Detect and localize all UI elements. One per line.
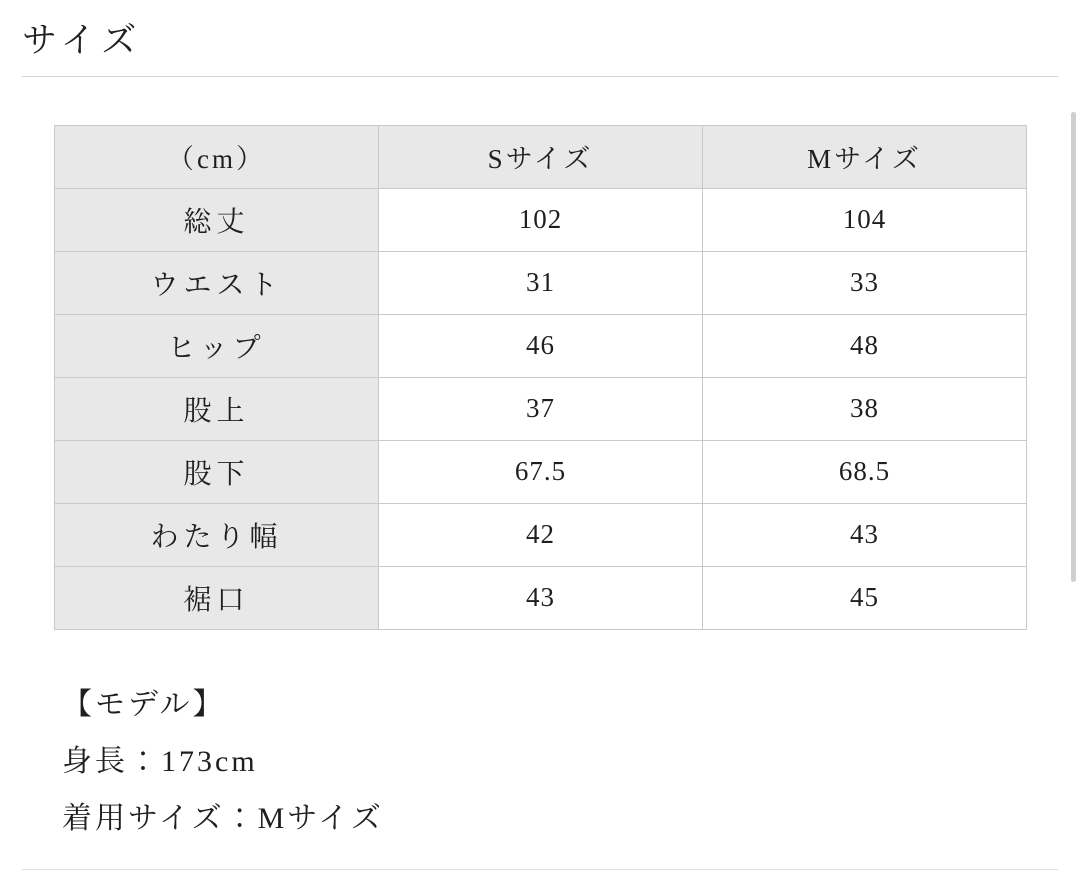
size-table-body (55, 188, 1027, 629)
model-info (62, 676, 1080, 847)
cell-size-s: 102 (379, 188, 703, 251)
row-label: わたり幅 (55, 503, 379, 566)
table-header-row (55, 125, 1027, 188)
cell-size-s: 31 (379, 251, 703, 314)
cell-size-s: 67.5 (379, 440, 703, 503)
table-row (55, 251, 1027, 314)
column-header-unit: （cm） (55, 125, 379, 188)
table-row (55, 188, 1027, 251)
row-label: ウエスト (55, 251, 379, 314)
row-label: 股上 (55, 377, 379, 440)
cell-size-m: 38 (703, 377, 1027, 440)
title-divider (22, 76, 1058, 77)
model-heading: 【モデル】 (62, 687, 226, 721)
column-header-size-s: Sサイズ (379, 125, 703, 188)
row-label: 総丈 (55, 188, 379, 251)
cell-size-s: 37 (379, 377, 703, 440)
table-row (55, 314, 1027, 377)
table-row (55, 440, 1027, 503)
cell-size-s: 43 (379, 566, 703, 629)
model-worn-size: 着用サイズ：Mサイズ (62, 801, 384, 835)
cell-size-m: 33 (703, 251, 1027, 314)
cell-size-m: 45 (703, 566, 1027, 629)
cell-size-m: 68.5 (703, 440, 1027, 503)
size-table-header (55, 125, 1027, 188)
size-table-container (54, 125, 1026, 630)
cell-size-m: 104 (703, 188, 1027, 251)
size-table (54, 125, 1027, 630)
table-row (55, 566, 1027, 629)
table-row (55, 503, 1027, 566)
row-label: 裾口 (55, 566, 379, 629)
cell-size-s: 42 (379, 503, 703, 566)
cell-size-s: 46 (379, 314, 703, 377)
row-label: 股下 (55, 440, 379, 503)
model-height: 身長：173cm (62, 744, 258, 778)
cell-size-m: 48 (703, 314, 1027, 377)
page-title: サイズ (22, 21, 143, 60)
column-header-size-m: Mサイズ (703, 125, 1027, 188)
bottom-divider (22, 869, 1058, 870)
table-row (55, 377, 1027, 440)
vertical-scrollbar[interactable] (1071, 112, 1076, 582)
row-label: ヒップ (55, 314, 379, 377)
cell-size-m: 43 (703, 503, 1027, 566)
